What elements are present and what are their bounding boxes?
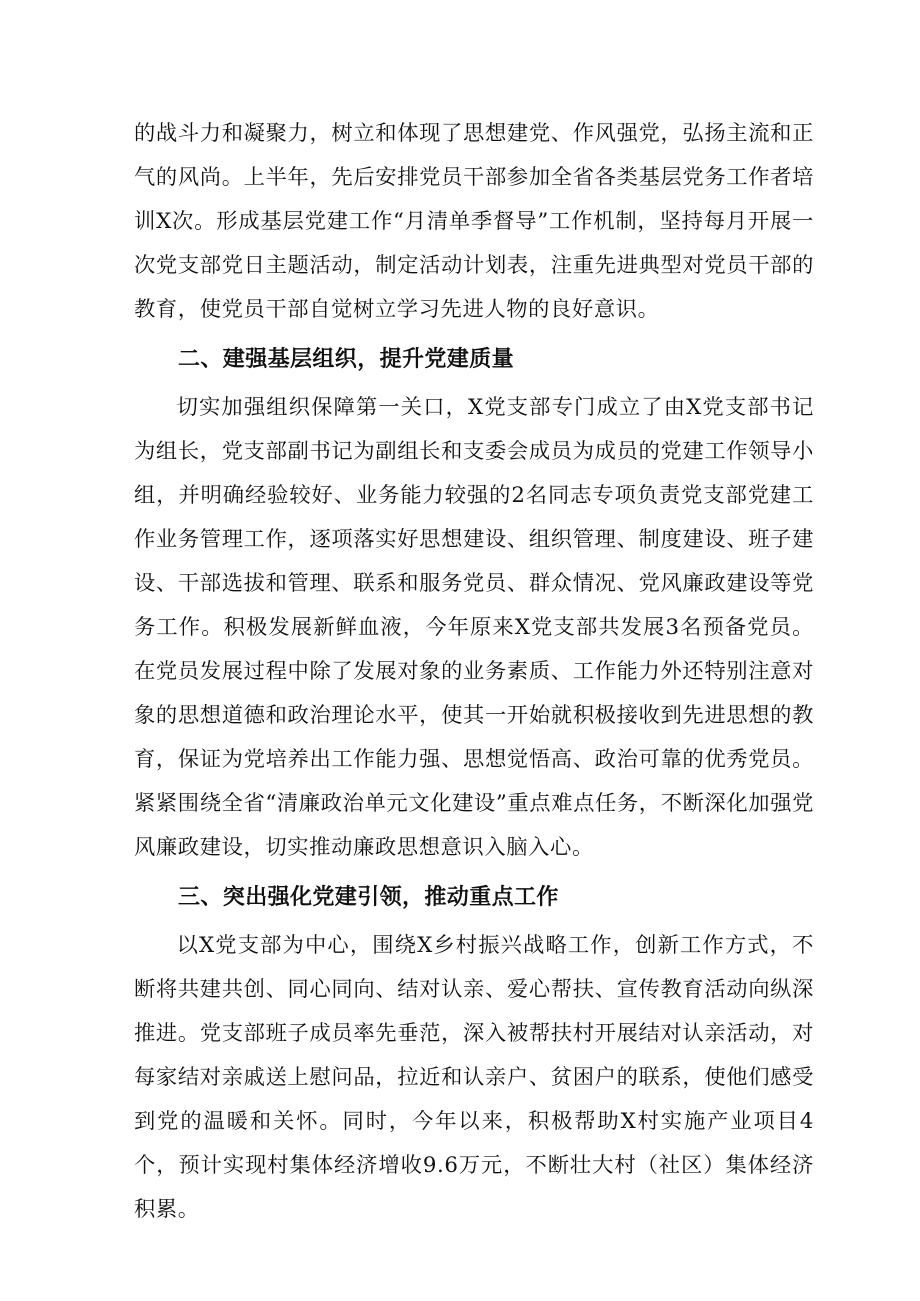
paragraph-organization: 切实加强组织保障第一关口，X党支部专门成立了由X党支部书记为组长，党支部副书记为副组长和支委会成员为成员的党建工作领导小组，并明确经验较好、业务能力较强的2名同志专项负责党支部党建工作业务管理工作，逐项落实好思想建设、组织管理、制度建设、班子建设、干部选拔和管理、联系和服务党员、群众情况、党风廉政建设等党务工作。积极发展新鲜血液，今年原来X党支部共发展3名预备党员。在党员发展过程中除了发展对象的业务素质、工作能力外还特别注意对象的思想道德和政治理论水平，使其一开始就积极接收到先进思想的教育，保证为党培养出工作能力强、思想觉悟高、政治可靠的优秀党员。紧紧围绕全省“清廉政治单元文化建设”重点难点任务，不断深化加强党风廉政建设，切实推动廉政思想意识入脑入心。	[134, 395, 814, 860]
section-heading-3: 三、突出强化党建引领，推动重点工作	[178, 885, 559, 910]
section-heading-2: 二、建强基层组织，提升党建质量	[178, 347, 515, 372]
document-body	[134, 112, 814, 1232]
paragraph-key-work: 以X党支部为中心，围绕X乡村振兴战略工作，创新工作方式，不断将共建共创、同心同向、结对认亲、爱心帮扶、宣传教育活动向纵深推进。党支部班子成员率先垂范，深入被帮扶村开展结对认亲活动，对每家结对亲戚送上慰问品，拉近和认亲户、贫困户的联系，使他们感受到党的温暖和关怀。同时，今年以来，积极帮助X村实施产业项目4个，预计实现村集体经济增收9.6万元，不断壮大村（社区）集体经济积累。	[134, 933, 814, 1222]
paragraph-continuation: 的战斗力和凝聚力，树立和体现了思想建党、作风强党，弘扬主流和正气的风尚。上半年，先后安排党员干部参加全省各类基层党务工作者培训X次。形成基层党建工作“月清单季督导”工作机制，坚持每月开展一次党支部党日主题活动，制定活动计划表，注重先进典型对党员干部的教育，使党员干部自觉树立学习先进人物的良好意识。	[134, 121, 814, 322]
